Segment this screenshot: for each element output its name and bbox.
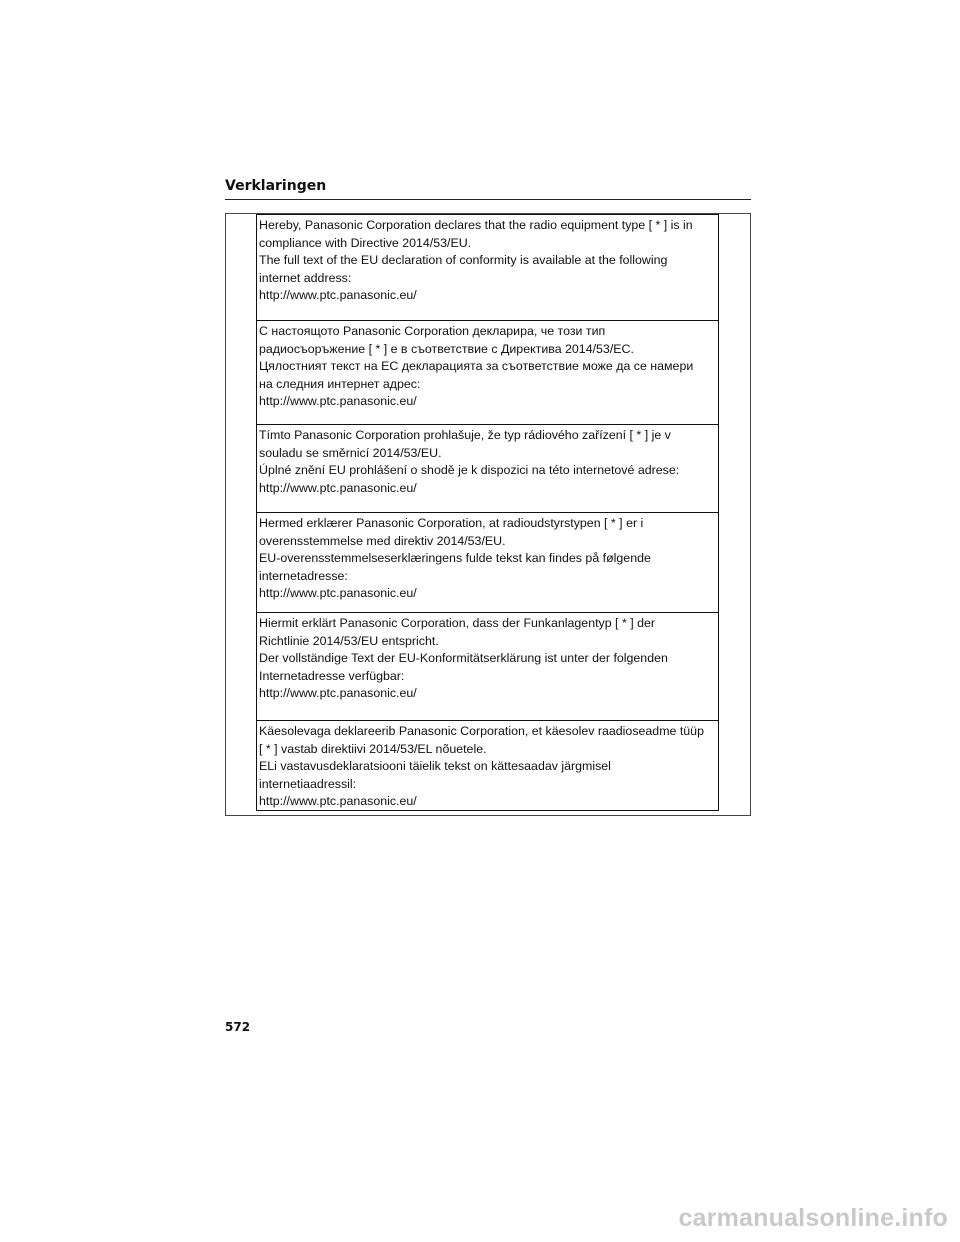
declaration-line: [ * ] vastab direktiivi 2014/53/EL nõuetele. (259, 741, 487, 756)
declaration-et (257, 720, 718, 810)
title-divider (225, 199, 751, 200)
declaration-url: http://www.ptc.panasonic.eu/ (259, 288, 417, 303)
declaration-line: The full text of the EU declaration of conformity is available at the following (259, 253, 668, 268)
section-title: Verklaringen (225, 178, 327, 194)
declaration-url: http://www.ptc.panasonic.eu/ (259, 794, 417, 809)
declaration-line: internetiaadressil: (259, 776, 357, 791)
declaration-url: http://www.ptc.panasonic.eu/ (259, 686, 417, 701)
declaration-en (257, 214, 718, 320)
declaration-line: EU-overensstemmelseserklæringens fulde tekst kan findes på følgende (259, 551, 651, 566)
watermark: carmanualsonline.info (678, 1204, 948, 1232)
declaration-line: overensstemmelse med direktiv 2014/53/EU. (259, 533, 506, 548)
declarations-table (256, 214, 719, 811)
declaration-line: Käesolevaga deklareerib Panasonic Corporation, et käesolev raadioseadme tüüp (259, 724, 704, 738)
declaration-de (257, 612, 718, 720)
declaration-cs (257, 424, 718, 512)
declaration-line: Úplné znění EU prohlášení o shodě je k dispozici na této internetové adrese: (259, 463, 680, 478)
declaration-line: Hiermit erklärt Panasonic Corporation, dass der Funkanlagentyp [ * ] der (259, 616, 656, 630)
declaration-line: Hermed erklærer Panasonic Corporation, at radioudstyrstypen [ * ] er i (259, 516, 644, 530)
page-number: 572 (225, 1020, 251, 1034)
declaration-url: http://www.ptc.panasonic.eu/ (259, 586, 417, 601)
declaration-line: радиосъоръжение [ * ] е в съответствие с Директива 2014/53/ЕС. (259, 341, 634, 356)
declaration-line: souladu se směrnicí 2014/53/EU. (259, 445, 442, 460)
declaration-line: Hereby, Panasonic Corporation declares that the radio equipment type [ * ] is in (259, 218, 693, 232)
declaration-line: internetadresse: (259, 568, 348, 583)
declaration-url: http://www.ptc.panasonic.eu/ (259, 480, 417, 495)
declaration-line: internet address: (259, 270, 352, 285)
declaration-line: Richtlinie 2014/53/EU entspricht. (259, 633, 439, 648)
declaration-line: Tímto Panasonic Corporation prohlašuje, že typ rádiového zařízení [ * ] je v (259, 428, 671, 442)
declaration-line: Цялостният текст на ЕС декларацията за съответствие може да се намери (259, 359, 694, 374)
declaration-bg (257, 320, 718, 424)
declaration-line: на следния интернет адрес: (259, 376, 421, 391)
declaration-da (257, 512, 718, 612)
declaration-line: С настоящото Panasonic Corporation декларира, че този тип (259, 324, 606, 338)
declaration-line: Internetadresse verfügbar: (259, 668, 405, 683)
declaration-url: http://www.ptc.panasonic.eu/ (259, 394, 417, 409)
declaration-line: Der vollständige Text der EU-Konformitätserklärung ist unter der folgenden (259, 651, 668, 666)
declaration-line: ELi vastavusdeklaratsiooni täielik tekst on kättesaadav järgmisel (259, 759, 611, 774)
declaration-line: compliance with Directive 2014/53/EU. (259, 235, 472, 250)
